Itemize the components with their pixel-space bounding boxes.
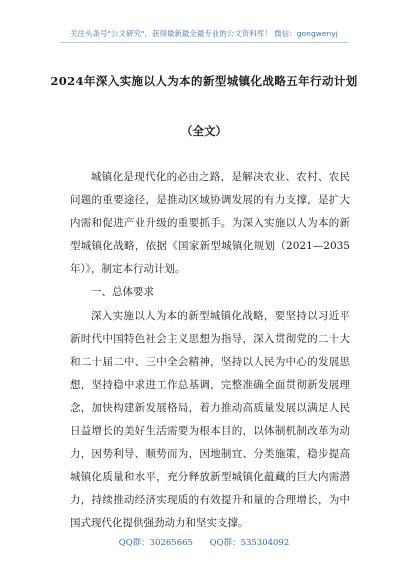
- header-banner: 关注头条号"公文研究"，获得最新最全最专业的公文资料库！ 微信：gongwenyj: [70, 29, 338, 38]
- section-heading: 一、总体要求: [91, 286, 154, 299]
- document-body: [70, 166, 350, 536]
- document-title: 2024年深入实施以人为本的新型城镇化战略五年行动计划: [50, 74, 358, 88]
- paragraph-requirements: 深入实施以人为本的新型城镇化战略，要坚持以习近平新时代中国特色社会主义思想为指导，深入贯彻党的二十大和二十届二中、三中全会精神，坚持以人民为中心的发展思想，坚持稳中求进工作总基调，完整准确全面贯彻新发展理念，加快构建新发展格局，着力推动高质量发展以满足人民日益增长的美好生活需要为根本目的，以体制机制改革为动力，因势利导、顺势而为，因地制宜、分类施策，稳步提高城镇化质量和水平，充分释放新型城镇化蕴藏的巨大内需潜力，持续推动经济实现质的有效提升和量的合理增长，为中国式现代化提供强劲动力和坚实支撑。: [70, 309, 350, 530]
- paragraph-intro: 城镇化是现代化的必由之路，是解决农业、农村、农民问题的重要途径，是推动区域协调发展的有力支撑，是扩大内需和促进产业升级的重要抓手。为深入实施以人为本的新型城镇化战略，依据《国家新型城镇化规划（2021—2035年）》，制定本行动计划。: [70, 171, 350, 276]
- header-divider: [60, 42, 348, 43]
- footer-qq-groups: QQ群：30265665 QQ群：535304092: [118, 538, 290, 548]
- document-subtitle: （全文）: [181, 124, 227, 138]
